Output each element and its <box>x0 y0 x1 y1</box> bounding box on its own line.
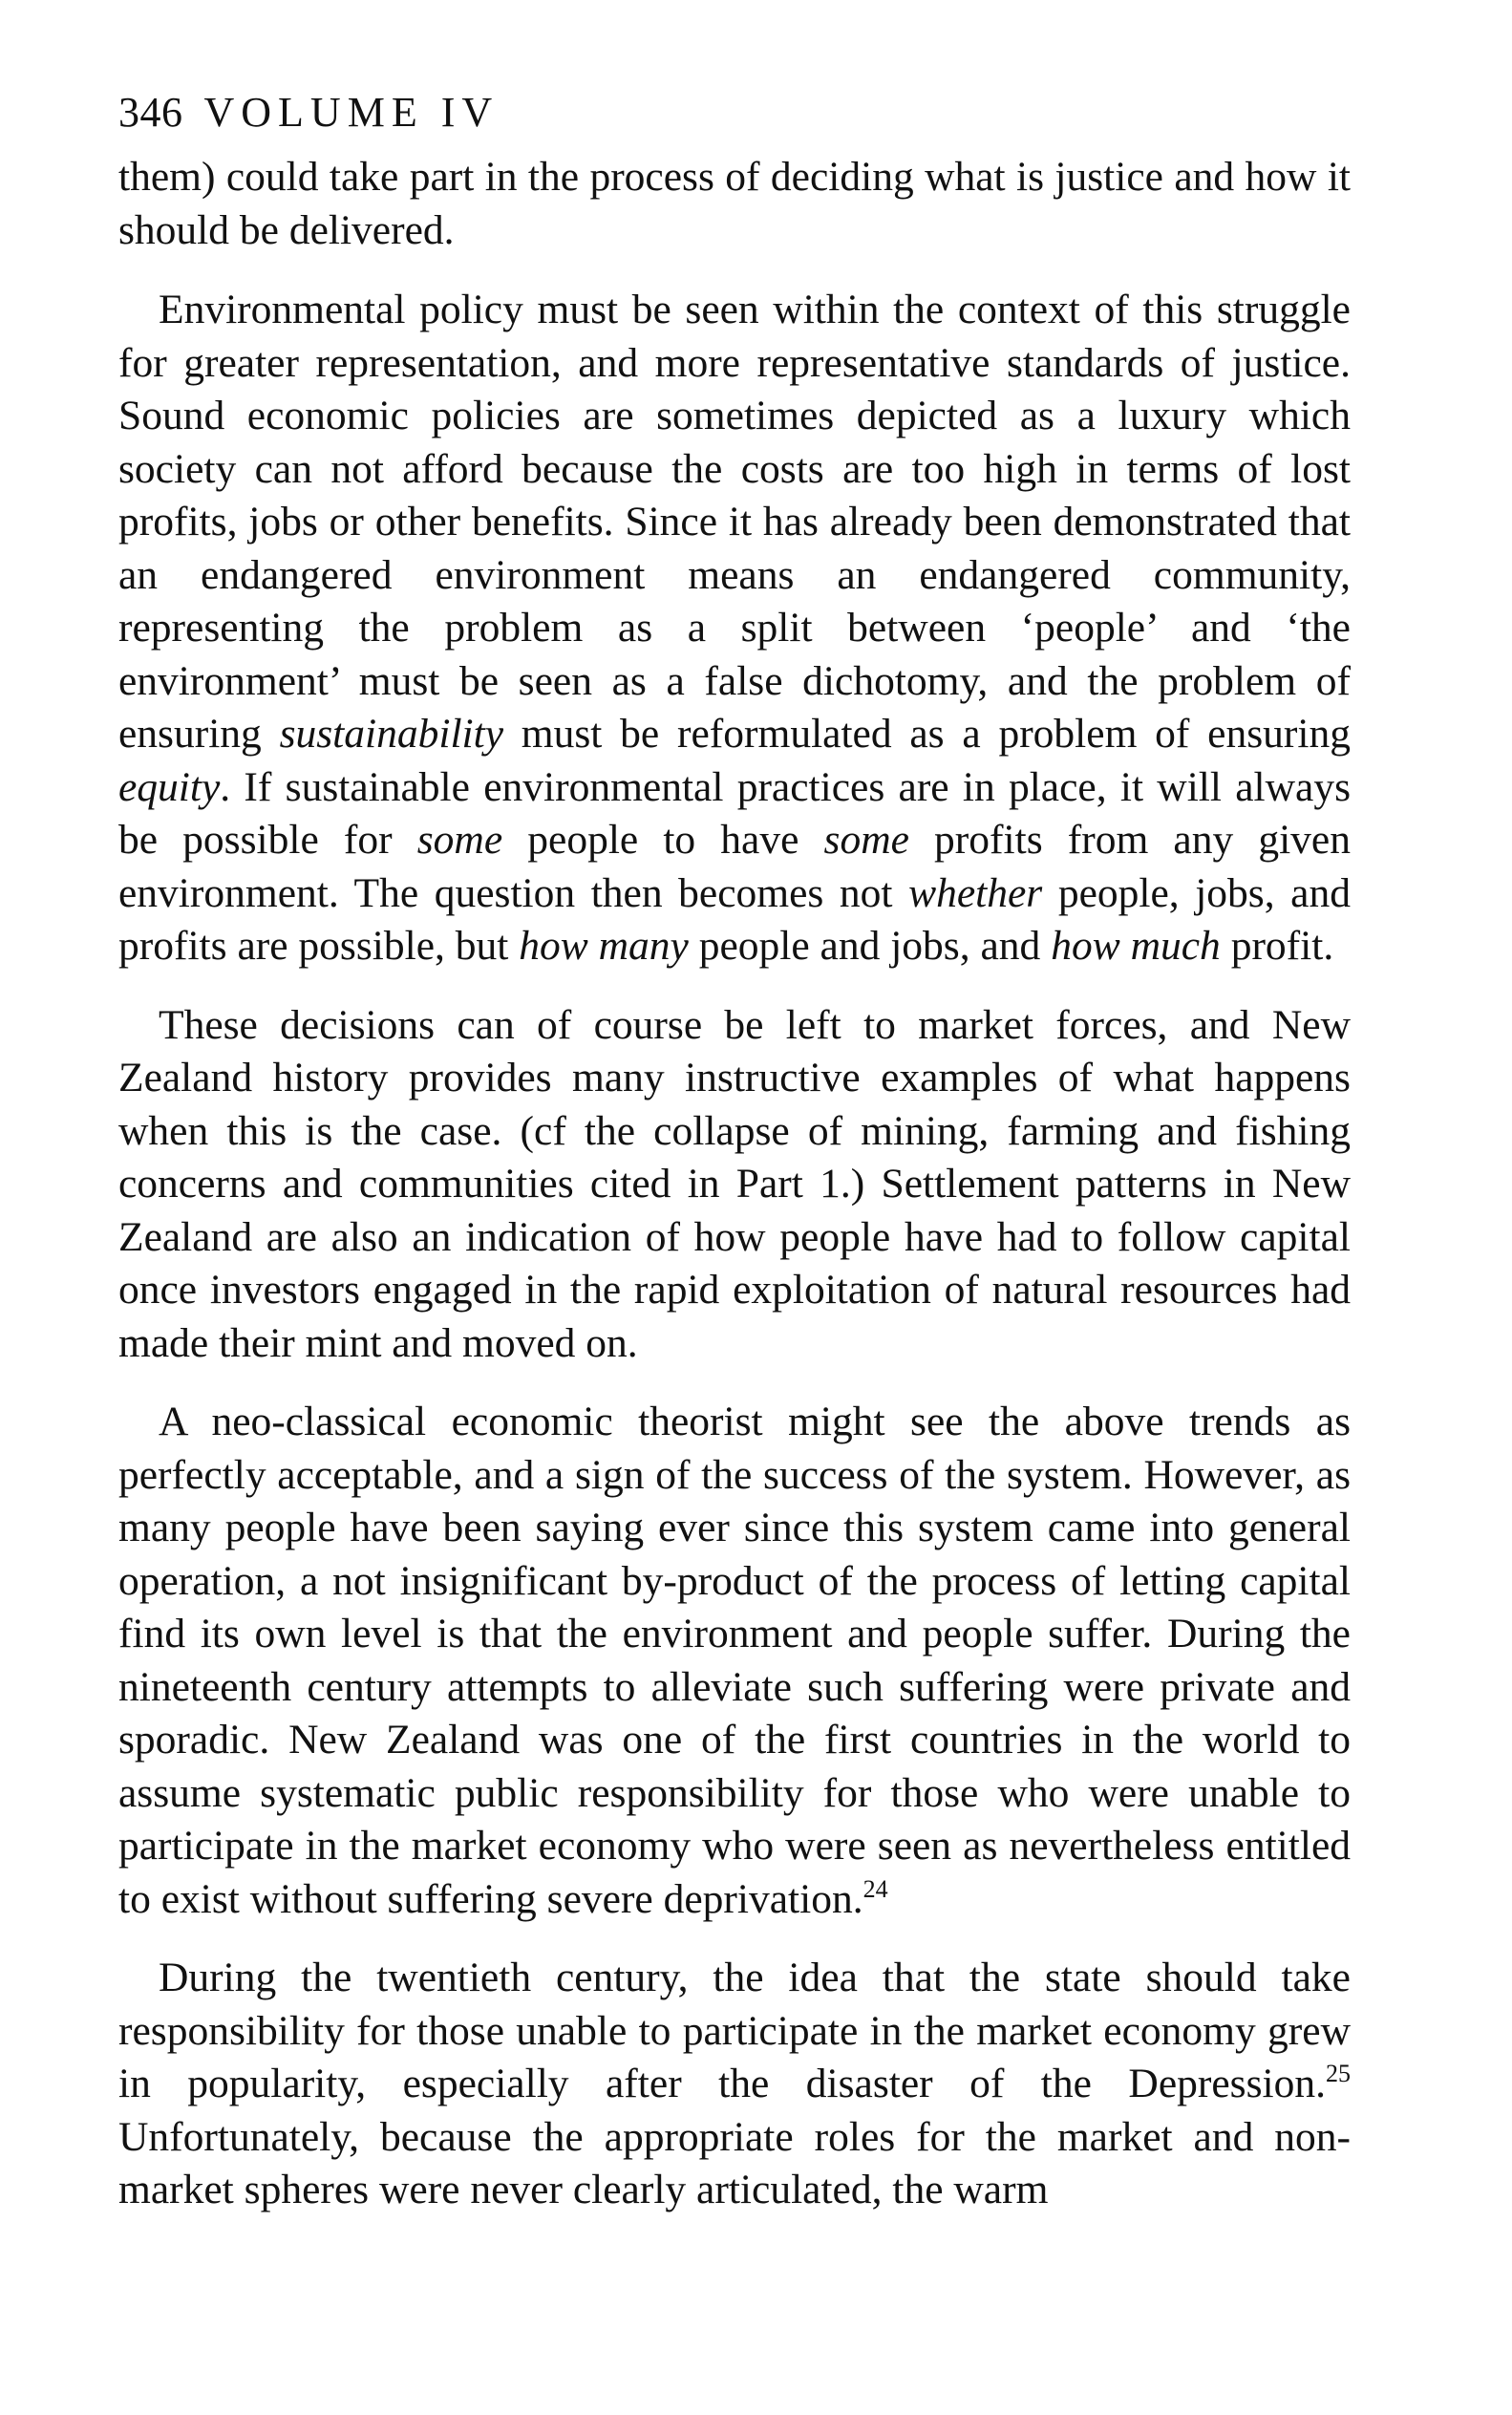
paragraph-text: Environmental policy must be seen within the context of this struggle for greater representation, and more representative standards of justice. Sound economic policies are sometimes depicted as a luxury which society can not afford because the costs are too high in terms of lost profits, jobs or other benefits. Since it has already been demonstrated that an endangered environment means an endangered community, representing the problem as a split between ‘people’ and ‘the environment’ must be seen as a false dichotomy, and the problem of ensuring <box>118 287 1351 757</box>
italic-term-equity: equity <box>118 763 221 810</box>
paragraph-text: must be reformulated as a problem of ensuring <box>503 711 1351 757</box>
paragraph-market-forces <box>118 999 1351 1371</box>
italic-term-whether: whether <box>908 869 1043 916</box>
paragraph-text: people to have <box>502 817 824 863</box>
footnote-ref-24: 24 <box>862 1874 888 1903</box>
paragraph-text: them) could take part in the process of deciding what is justice and how it should be delivered. <box>118 154 1351 253</box>
paragraph-text: . If sustainable environmental practices are in place, it will always be possible for <box>118 763 1351 863</box>
italic-term-some: some <box>823 817 909 863</box>
paragraph-continuation <box>118 151 1351 257</box>
paragraph-twentieth-century <box>118 1952 1351 2217</box>
paragraph-environmental-policy <box>118 284 1351 973</box>
paragraph-text: A neo-classical economic theorist might see the above trends as perfectly acceptable, and a sign of the success of the system. However, as many people have been saying ever since this system came into general operation, a not insignificant by-product of the process of letting capital find its own level is that the environment and people suffer. During the nineteenth century attempts to alleviate such suffering were private and sporadic. New Zealand was one of the first countries in the world to assume systematic public responsibility for those who were unable to participate in the market economy who were seen as nevertheless entitled to exist without suffering severe deprivation. <box>118 1399 1351 1922</box>
volume-label: VOLUME IV <box>203 89 500 136</box>
paragraph-text: These decisions can of course be left to market forces, and New Zealand history provides many instructive examples of what happens when this is the case. (cf the collapse of mining, farming and fishing concerns and communities cited in Part 1.) Settlement patterns in New Zealand are also an indication of how people have had to follow capital once investors engaged in the rapid exploitation of natural resources had made their mint and moved on. <box>118 1001 1351 1366</box>
paragraph-text: people, jobs, and profits are possible, but <box>118 869 1351 969</box>
paragraph-neo-classical <box>118 1396 1351 1926</box>
footnote-ref-25: 25 <box>1326 2060 1351 2087</box>
paragraph-text: profits from any given environment. The question then becomes not <box>118 817 1351 916</box>
italic-term-how-many: how many <box>519 923 689 969</box>
page-number: 346 <box>118 89 183 136</box>
paragraph-text: people and jobs, and <box>688 923 1052 969</box>
italic-term-how-much: how much <box>1051 923 1221 969</box>
italic-term-some: some <box>416 817 503 863</box>
paragraph-text: profit. <box>1220 923 1334 969</box>
paragraph-text: During the twentieth century, the idea that the state should take responsibility for those unable to participate in the market economy grew in popularity, especially after the disaster of the Depression. <box>118 1955 1351 2106</box>
paragraph-text: Unfortunately, because the appropriate roles for the market and non-market spheres were never clearly articulated, the warm <box>118 2113 1351 2212</box>
book-page <box>118 84 1351 2217</box>
running-head <box>118 84 1351 141</box>
italic-term-sustainability: sustainability <box>279 711 504 757</box>
